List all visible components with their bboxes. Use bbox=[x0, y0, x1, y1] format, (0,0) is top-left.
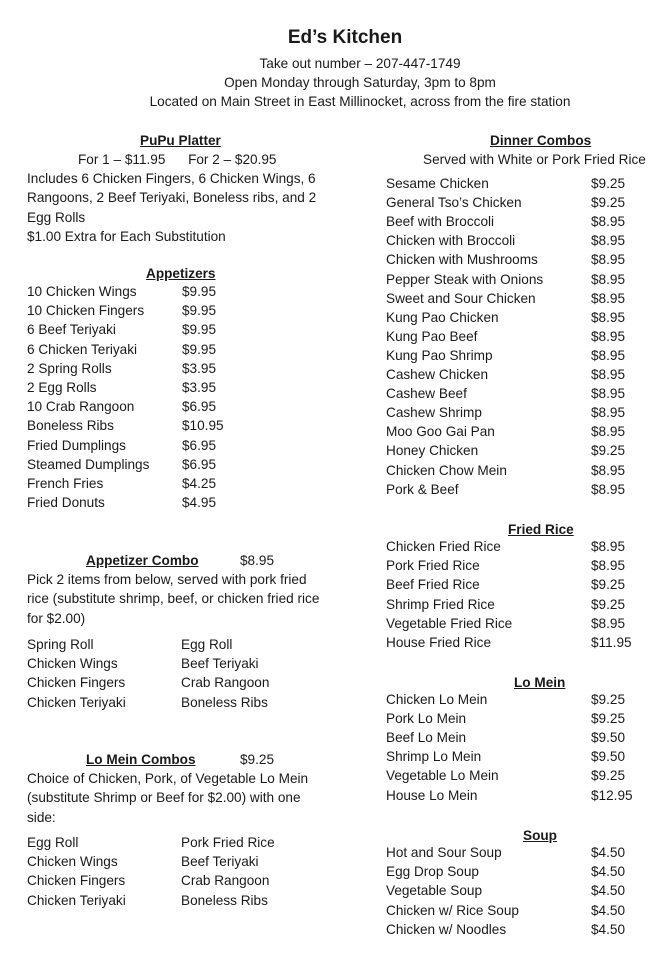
menu-item-name: Chicken Fried Rice bbox=[386, 539, 501, 554]
menu-item bbox=[386, 539, 636, 558]
combo-option: Beef Teriyaki bbox=[181, 656, 259, 672]
menu-item-name: House Fried Rice bbox=[386, 635, 492, 650]
appetizer-combo-heading: Appetizer Combo bbox=[86, 553, 199, 568]
menu-item bbox=[386, 730, 636, 749]
menu-item-name: Steamed Dumplings bbox=[27, 456, 150, 472]
menu-item-price: $9.25 bbox=[591, 768, 626, 784]
menu-item-price: $4.95 bbox=[182, 495, 217, 511]
menu-item bbox=[386, 711, 636, 730]
menu-item-price: $9.50 bbox=[591, 730, 626, 746]
menu-item-price: $3.95 bbox=[182, 380, 217, 395]
menu-item-price: $11.95 bbox=[591, 635, 632, 650]
menu-item-name: Kung Pao Chicken bbox=[386, 309, 499, 325]
combo-option: Boneless Ribs bbox=[181, 694, 268, 710]
opening-hours: Open Monday through Saturday, 3pm to 8pm bbox=[224, 75, 496, 90]
menu-item-price: $9.25 bbox=[591, 195, 626, 211]
appetizers-heading: Appetizers bbox=[146, 266, 216, 281]
menu-item bbox=[386, 577, 636, 596]
menu-item bbox=[386, 463, 636, 482]
menu-item bbox=[27, 303, 237, 322]
menu-item-price: $9.25 bbox=[591, 692, 626, 707]
menu-item bbox=[386, 616, 636, 635]
menu-item-name: Fried Donuts bbox=[27, 495, 105, 511]
lo-mein-heading: Lo Mein bbox=[514, 675, 566, 690]
menu-item bbox=[27, 418, 237, 437]
menu-item bbox=[386, 635, 636, 654]
menu-item bbox=[386, 482, 636, 501]
menu-item-price: $9.25 bbox=[591, 596, 626, 612]
menu-item bbox=[386, 903, 636, 922]
menu-item bbox=[386, 252, 636, 271]
menu-item-name: 6 Chicken Teriyaki bbox=[27, 341, 138, 357]
menu-item-price: $8.95 bbox=[591, 271, 626, 287]
menu-item-name: Vegetable Lo Mein bbox=[386, 768, 499, 784]
menu-item-price: $3.95 bbox=[182, 360, 217, 376]
menu-item bbox=[386, 214, 636, 233]
menu-item-price: $8.95 bbox=[591, 481, 626, 497]
combo-option: Spring Roll bbox=[27, 637, 94, 652]
menu-item-price: $8.95 bbox=[591, 233, 626, 249]
menu-item-name: Honey Chicken bbox=[386, 443, 479, 459]
menu-item bbox=[386, 864, 636, 883]
combo-option: Chicken Fingers bbox=[27, 675, 126, 691]
menu-item-name: Fried Dumplings bbox=[27, 437, 126, 453]
menu-item bbox=[27, 438, 237, 457]
pupu-platter-includes: Includes 6 Chicken Fingers, 6 Chicken Wings, 6 Rangoons, 2 Beef Teriyaki, Boneless ribs, and 2 Egg Rolls bbox=[27, 171, 317, 225]
menu-item-price: $8.95 bbox=[591, 367, 626, 382]
menu-item bbox=[386, 692, 636, 711]
combo-option: Chicken Wings bbox=[27, 854, 118, 870]
lo-mein-combos-heading: Lo Mein Combos bbox=[86, 752, 196, 767]
menu-item bbox=[386, 749, 636, 768]
menu-item-name: Beef Lo Mein bbox=[386, 730, 467, 746]
menu-item bbox=[27, 399, 237, 418]
dinner-combos-subtitle: Served with White or Pork Fried Rice bbox=[423, 152, 646, 167]
menu-item-name: Chicken with Mushrooms bbox=[386, 252, 538, 268]
menu-item bbox=[27, 361, 237, 380]
pupu-platter-heading: PuPu Platter bbox=[140, 133, 221, 148]
menu-item-price: $9.50 bbox=[591, 749, 626, 765]
menu-item-price: $8.95 bbox=[591, 424, 626, 440]
menu-item bbox=[386, 788, 636, 807]
combo-option: Beef Teriyaki bbox=[181, 854, 259, 870]
menu-item-name: French Fries bbox=[27, 476, 104, 491]
menu-item-price: $12.95 bbox=[591, 787, 633, 803]
menu-item-name: Chicken w/ Rice Soup bbox=[386, 902, 519, 918]
menu-item-name: Chicken Chow Mein bbox=[386, 462, 507, 478]
menu-item bbox=[27, 322, 237, 341]
combo-option: Egg Roll bbox=[27, 835, 79, 850]
menu-item bbox=[386, 367, 636, 386]
menu-item-price: $8.95 bbox=[591, 558, 626, 574]
menu-item-price: $4.50 bbox=[591, 921, 626, 937]
menu-item bbox=[386, 558, 636, 577]
appetizer-combo-description: Pick 2 items from below, served with pork fried rice (substitute shrimp, beef, or chicken fried rice for $2.00) bbox=[27, 572, 320, 626]
menu-item-price: $6.95 bbox=[182, 399, 217, 415]
menu-item-name: Chicken with Broccoli bbox=[386, 233, 516, 249]
menu-item-name: Vegetable Soup bbox=[386, 883, 482, 899]
menu-item-price: $8.95 bbox=[591, 462, 626, 478]
menu-item-name: Pepper Steak with Onions bbox=[386, 271, 544, 287]
menu-item-price: $4.25 bbox=[182, 476, 217, 491]
menu-item-name: Beef Fried Rice bbox=[386, 577, 480, 593]
combo-option: Egg Roll bbox=[181, 637, 233, 652]
dinner-combos-heading: Dinner Combos bbox=[490, 133, 592, 148]
menu-item-price: $8.95 bbox=[591, 347, 626, 363]
menu-item-name: 10 Chicken Wings bbox=[27, 284, 137, 299]
menu-item-name: 10 Crab Rangoon bbox=[27, 399, 135, 415]
menu-item-price: $9.25 bbox=[591, 443, 626, 459]
menu-item-name: Egg Drop Soup bbox=[386, 864, 479, 880]
menu-item-price: $4.50 bbox=[591, 883, 626, 899]
combo-option: Chicken Teriyaki bbox=[27, 694, 126, 710]
menu-item bbox=[386, 405, 636, 424]
menu-item-name: Chicken w/ Noodles bbox=[386, 921, 507, 937]
menu-item-price: $8.95 bbox=[591, 328, 626, 344]
menu-item-name: Hot and Sour Soup bbox=[386, 845, 502, 860]
menu-item bbox=[386, 922, 636, 941]
menu-item bbox=[386, 310, 636, 329]
menu-item bbox=[386, 348, 636, 367]
menu-item-price: $9.95 bbox=[182, 284, 217, 299]
menu-item-name: Cashew Chicken bbox=[386, 367, 488, 382]
menu-item-name: Cashew Shrimp bbox=[386, 405, 482, 421]
menu-item-name: Chicken Lo Mein bbox=[386, 692, 488, 707]
menu-item-price: $9.25 bbox=[591, 577, 626, 593]
menu-item-name: Beef with Broccoli bbox=[386, 214, 495, 230]
menu-item-price: $8.95 bbox=[591, 539, 626, 554]
menu-item bbox=[386, 424, 636, 443]
menu-item-name: General Tso’s Chicken bbox=[386, 195, 522, 211]
menu-item-name: Sesame Chicken bbox=[386, 176, 489, 191]
menu-item-name: 2 Spring Rolls bbox=[27, 360, 112, 376]
menu-item bbox=[386, 176, 636, 195]
location-line: Located on Main Street in East Millinocket, across from the fire station bbox=[149, 94, 571, 109]
menu-item-name: Kung Pao Shrimp bbox=[386, 347, 493, 363]
menu-item-price: $9.95 bbox=[182, 341, 217, 357]
menu-item-price: $9.25 bbox=[591, 176, 626, 191]
menu-item bbox=[386, 291, 636, 310]
menu-item-name: Pork Fried Rice bbox=[386, 558, 480, 574]
combo-option: Crab Rangoon bbox=[181, 675, 270, 691]
menu-item-price: $8.95 bbox=[591, 309, 626, 325]
fried-rice-heading: Fried Rice bbox=[508, 522, 574, 537]
menu-item bbox=[386, 845, 636, 864]
menu-item-price: $8.95 bbox=[591, 214, 626, 230]
menu-item-price: $8.95 bbox=[591, 252, 626, 268]
menu-item-price: $8.95 bbox=[591, 290, 626, 306]
menu-item-name: Pork & Beef bbox=[386, 481, 459, 497]
restaurant-title: Ed’s Kitchen bbox=[287, 27, 403, 48]
menu-item-name: Boneless Ribs bbox=[27, 418, 114, 434]
combo-option: Crab Rangoon bbox=[181, 873, 270, 889]
menu-item-name: Cashew Beef bbox=[386, 386, 467, 402]
menu-item bbox=[386, 768, 636, 787]
combo-option: Chicken Wings bbox=[27, 656, 118, 672]
combo-option: Pork Fried Rice bbox=[181, 835, 275, 850]
menu-item bbox=[27, 284, 237, 303]
menu-item bbox=[386, 386, 636, 405]
menu-item-price: $9.25 bbox=[591, 711, 626, 727]
menu-item bbox=[27, 342, 237, 361]
pupu-substitution-note: $1.00 Extra for Each Substitution bbox=[27, 229, 226, 244]
menu-item-price: $8.95 bbox=[591, 405, 626, 421]
menu-item-name: Shrimp Fried Rice bbox=[386, 596, 495, 612]
menu-item bbox=[27, 495, 237, 514]
menu-item bbox=[386, 195, 636, 214]
menu-item-name: Kung Pao Beef bbox=[386, 328, 478, 344]
menu-item-price: $4.50 bbox=[591, 845, 626, 860]
menu-item bbox=[386, 597, 636, 616]
menu-item bbox=[386, 883, 636, 902]
menu-item-price: $4.50 bbox=[591, 902, 626, 918]
menu-item bbox=[27, 457, 237, 476]
menu-item-name: Pork Lo Mein bbox=[386, 711, 467, 727]
menu-item-price: $4.50 bbox=[591, 864, 626, 880]
menu-item bbox=[386, 272, 636, 291]
combo-option: Chicken Fingers bbox=[27, 873, 126, 889]
menu-item-name: House Lo Mein bbox=[386, 787, 478, 803]
menu-item-price: $6.95 bbox=[182, 437, 217, 453]
menu-item-price: $9.95 bbox=[182, 322, 217, 338]
takeout-phone: Take out number – 207-447-1749 bbox=[259, 56, 461, 71]
menu-item-price: $10.95 bbox=[182, 418, 224, 434]
menu-item-name: Moo Goo Gai Pan bbox=[386, 424, 495, 440]
menu-item-price: $8.95 bbox=[591, 615, 626, 631]
menu-item bbox=[386, 329, 636, 348]
lo-mein-combos-description: Choice of Chicken, Pork, of Vegetable Lo Mein (substitute Shrimp or Beef for $2.00) with one side: bbox=[27, 771, 309, 825]
combo-option: Boneless Ribs bbox=[181, 892, 268, 908]
menu-item bbox=[27, 476, 237, 495]
menu-item-name: 2 Egg Rolls bbox=[27, 380, 97, 395]
menu-item-price: $6.95 bbox=[182, 456, 217, 472]
menu-item-name: Vegetable Fried Rice bbox=[386, 615, 513, 631]
lo-mein-combos-price: $9.25 bbox=[240, 752, 275, 767]
menu-item-name: Sweet and Sour Chicken bbox=[386, 290, 536, 306]
pupu-platter-prices: For 1 – $11.95 For 2 – $20.95 bbox=[78, 152, 277, 167]
menu-item bbox=[27, 380, 237, 399]
soup-heading: Soup bbox=[523, 828, 557, 843]
appetizer-combo-price: $8.95 bbox=[240, 553, 275, 568]
combo-option: Chicken Teriyaki bbox=[27, 892, 126, 908]
menu-item-price: $8.95 bbox=[591, 386, 626, 402]
menu-item bbox=[386, 233, 636, 252]
menu-item bbox=[386, 443, 636, 462]
menu-item-price: $9.95 bbox=[182, 303, 217, 319]
menu-item-name: Shrimp Lo Mein bbox=[386, 749, 482, 765]
menu-item-name: 6 Beef Teriyaki bbox=[27, 322, 116, 338]
menu-item-name: 10 Chicken Fingers bbox=[27, 303, 145, 319]
